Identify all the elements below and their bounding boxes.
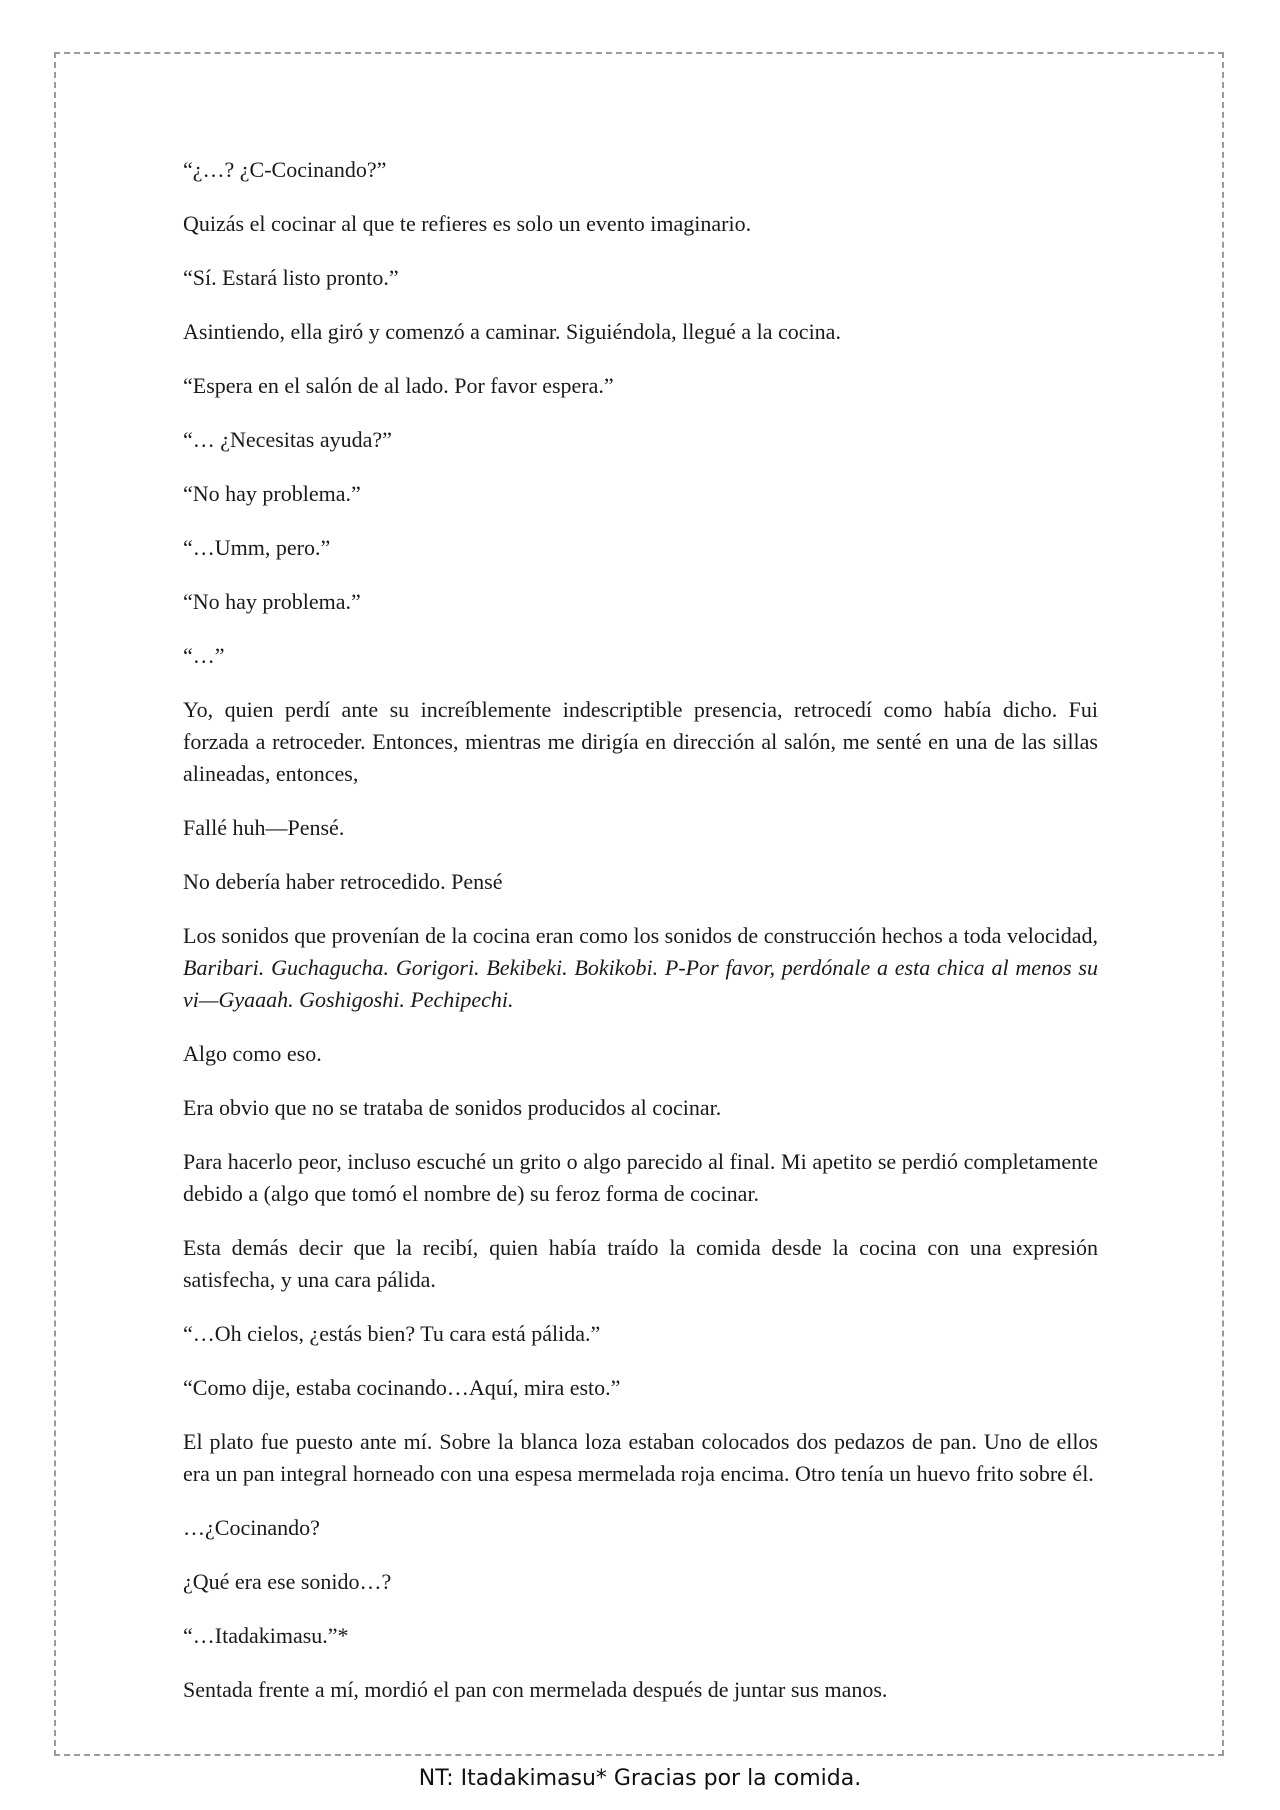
paragraph: ¿Qué era ese sonido…?	[183, 1569, 392, 1594]
sounds-paragraph	[183, 920, 1098, 1016]
paragraph: “…”	[183, 643, 225, 668]
sounds-lead-text: Los sonidos que provenían de la cocina eran como los sonidos de construcción hechos a toda velocidad,	[183, 923, 1098, 948]
paragraph: “No hay problema.”	[183, 481, 361, 506]
paragraph: “… ¿Necesitas ayuda?”	[183, 427, 392, 452]
paragraph: No debería haber retrocedido. Pensé	[183, 869, 503, 894]
paragraph: Algo como eso.	[183, 1041, 322, 1066]
paragraph: “…Umm, pero.”	[183, 535, 331, 560]
paragraph: “…Oh cielos, ¿estás bien? Tu cara está pálida.”	[183, 1321, 601, 1346]
paragraph: Para hacerlo peor, incluso escuché un grito o algo parecido al final. Mi apetito se perdió completamente debido a (algo que tomó el nombre de) su feroz forma de cocinar.	[183, 1149, 1098, 1206]
paragraph: “…Itadakimasu.”*	[183, 1623, 349, 1648]
paragraph: Asintiendo, ella giró y comenzó a caminar. Siguiéndola, llegué a la cocina.	[183, 319, 841, 344]
paragraph: Yo, quien perdí ante su increíblemente indescriptible presencia, retrocedí como había dicho. Fui forzada a retroceder. Entonces, mientras me dirigía en dirección al salón, me senté en una de las sillas alineadas, entonces,	[183, 697, 1098, 786]
paragraph: “¿…? ¿C-Cocinando?”	[183, 157, 387, 182]
translator-note: NT: Itadakimasu* Gracias por la comida.	[418, 1766, 862, 1791]
paragraph: Quizás el cocinar al que te refieres es solo un evento imaginario.	[183, 211, 752, 236]
paragraph: “Sí. Estará listo pronto.”	[183, 265, 399, 290]
paragraph: Esta demás decir que la recibí, quien había traído la comida desde la cocina con una expresión satisfecha, y una cara pálida.	[183, 1235, 1098, 1292]
paragraph: Sentada frente a mí, mordió el pan con mermelada después de juntar sus manos.	[183, 1677, 888, 1702]
paragraph: Fallé huh—Pensé.	[183, 815, 345, 840]
paragraph: “Como dije, estaba cocinando…Aquí, mira esto.”	[183, 1375, 621, 1400]
paragraph: “Espera en el salón de al lado. Por favor espera.”	[183, 373, 614, 398]
paragraph: “No hay problema.”	[183, 589, 361, 614]
document-body	[183, 154, 1098, 1728]
paragraph: …¿Cocinando?	[183, 1515, 320, 1540]
sounds-italic-text: Baribari. Guchagucha. Gorigori. Bekibeki. Bokikobi. P-Por favor, perdónale a esta chica al menos su vi—Gyaaah. Goshigoshi. Pechipechi.	[183, 955, 1098, 1012]
paragraph: Era obvio que no se trataba de sonidos producidos al cocinar.	[183, 1095, 722, 1120]
paragraph: El plato fue puesto ante mí. Sobre la blanca loza estaban colocados dos pedazos de pan. Uno de ellos era un pan integral horneado con una espesa mermelada roja encima. Otro tenía un huevo frito sobre él.	[183, 1429, 1098, 1486]
